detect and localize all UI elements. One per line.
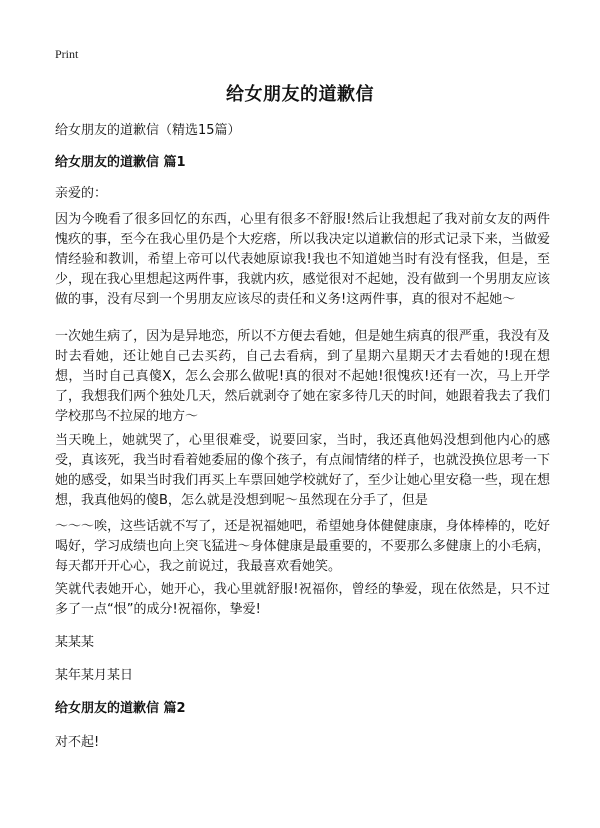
print-link[interactable]: Print <box>55 47 79 61</box>
document-title: 给女朋友的道歉信 <box>226 84 374 105</box>
greeting-2: 对不起! <box>55 735 100 750</box>
date: 某年某月某日 <box>55 668 134 683</box>
section-heading-2: 给女朋友的道歉信 篇2 <box>55 701 186 716</box>
paragraph-5: 笑就代表她开心，她开心，我心里就舒服!祝福你，曾经的挚爱，现在依然是，只不过多了一点“恨”的成分!祝福你，挚爱! <box>55 582 550 617</box>
greeting-1: 亲爱的： <box>55 186 108 201</box>
document-subtitle: 给女朋友的道歉信（精选15篇） <box>55 123 241 138</box>
paragraph-2: 一次她生病了，因为是异地恋，所以不方便去看她，但是她生病真的很严重，我没有及时去看她，还让她自己去买药，自己去看病，到了星期六星期天才去看她的!现在想想，当时自己真傻X，怎么会那么做呢!真的很对不起她!很愧疚!还有一次，马上开学了，我想我们两个独处几天，然后就剥夺了她在家多待几天的时间，她跟着我去了我们学校那鸟不拉屎的地方～ <box>55 329 550 424</box>
paragraph-4: ～～～唉，这些话就不写了，还是祝福她吧，希望她身体健健康康，身体棒棒的，吃好喝好，学习成绩也向上突飞猛进～身体健康是最重要的，不要那么多健康上的小毛病，每天都开开心心，我之前说过，我最喜欢看她笑。 <box>55 519 550 574</box>
signature: 某某某 <box>55 635 95 650</box>
paragraph-3: 当天晚上，她就哭了，心里很难受，说要回家，当时，我还真他妈没想到他内心的感受，真该死，我当时看着她委屈的像个孩子，有点闹情绪的样子，也就没换位思考一下她的感受，如果当时我们再买上车票回她学校就好了，至少让她心里安稳一些，现在想想，我真他妈的傻B，怎么就是没想到呢～虽然现在分手了，但是 <box>55 433 550 508</box>
paragraph-1: 因为今晚看了很多回忆的东西，心里有很多不舒服!然后让我想起了我对前女友的两件愧疚的事，至今在我心里仍是个大疙瘩，所以我决定以道歉信的形式记录下来，当做爱情经验和教训，希望上帝可以代表她原谅我!我也不知道她当时有没有怪我，但是，至少，现在我心里想起这两件事，我就内疚，感觉很对不起她，没有做到一个男朋友应该做的事，没有尽到一个男朋友应该尽的责任和义务!这两件事，真的很对不起她～ <box>55 212 550 307</box>
section-heading-1: 给女朋友的道歉信 篇1 <box>55 155 186 170</box>
